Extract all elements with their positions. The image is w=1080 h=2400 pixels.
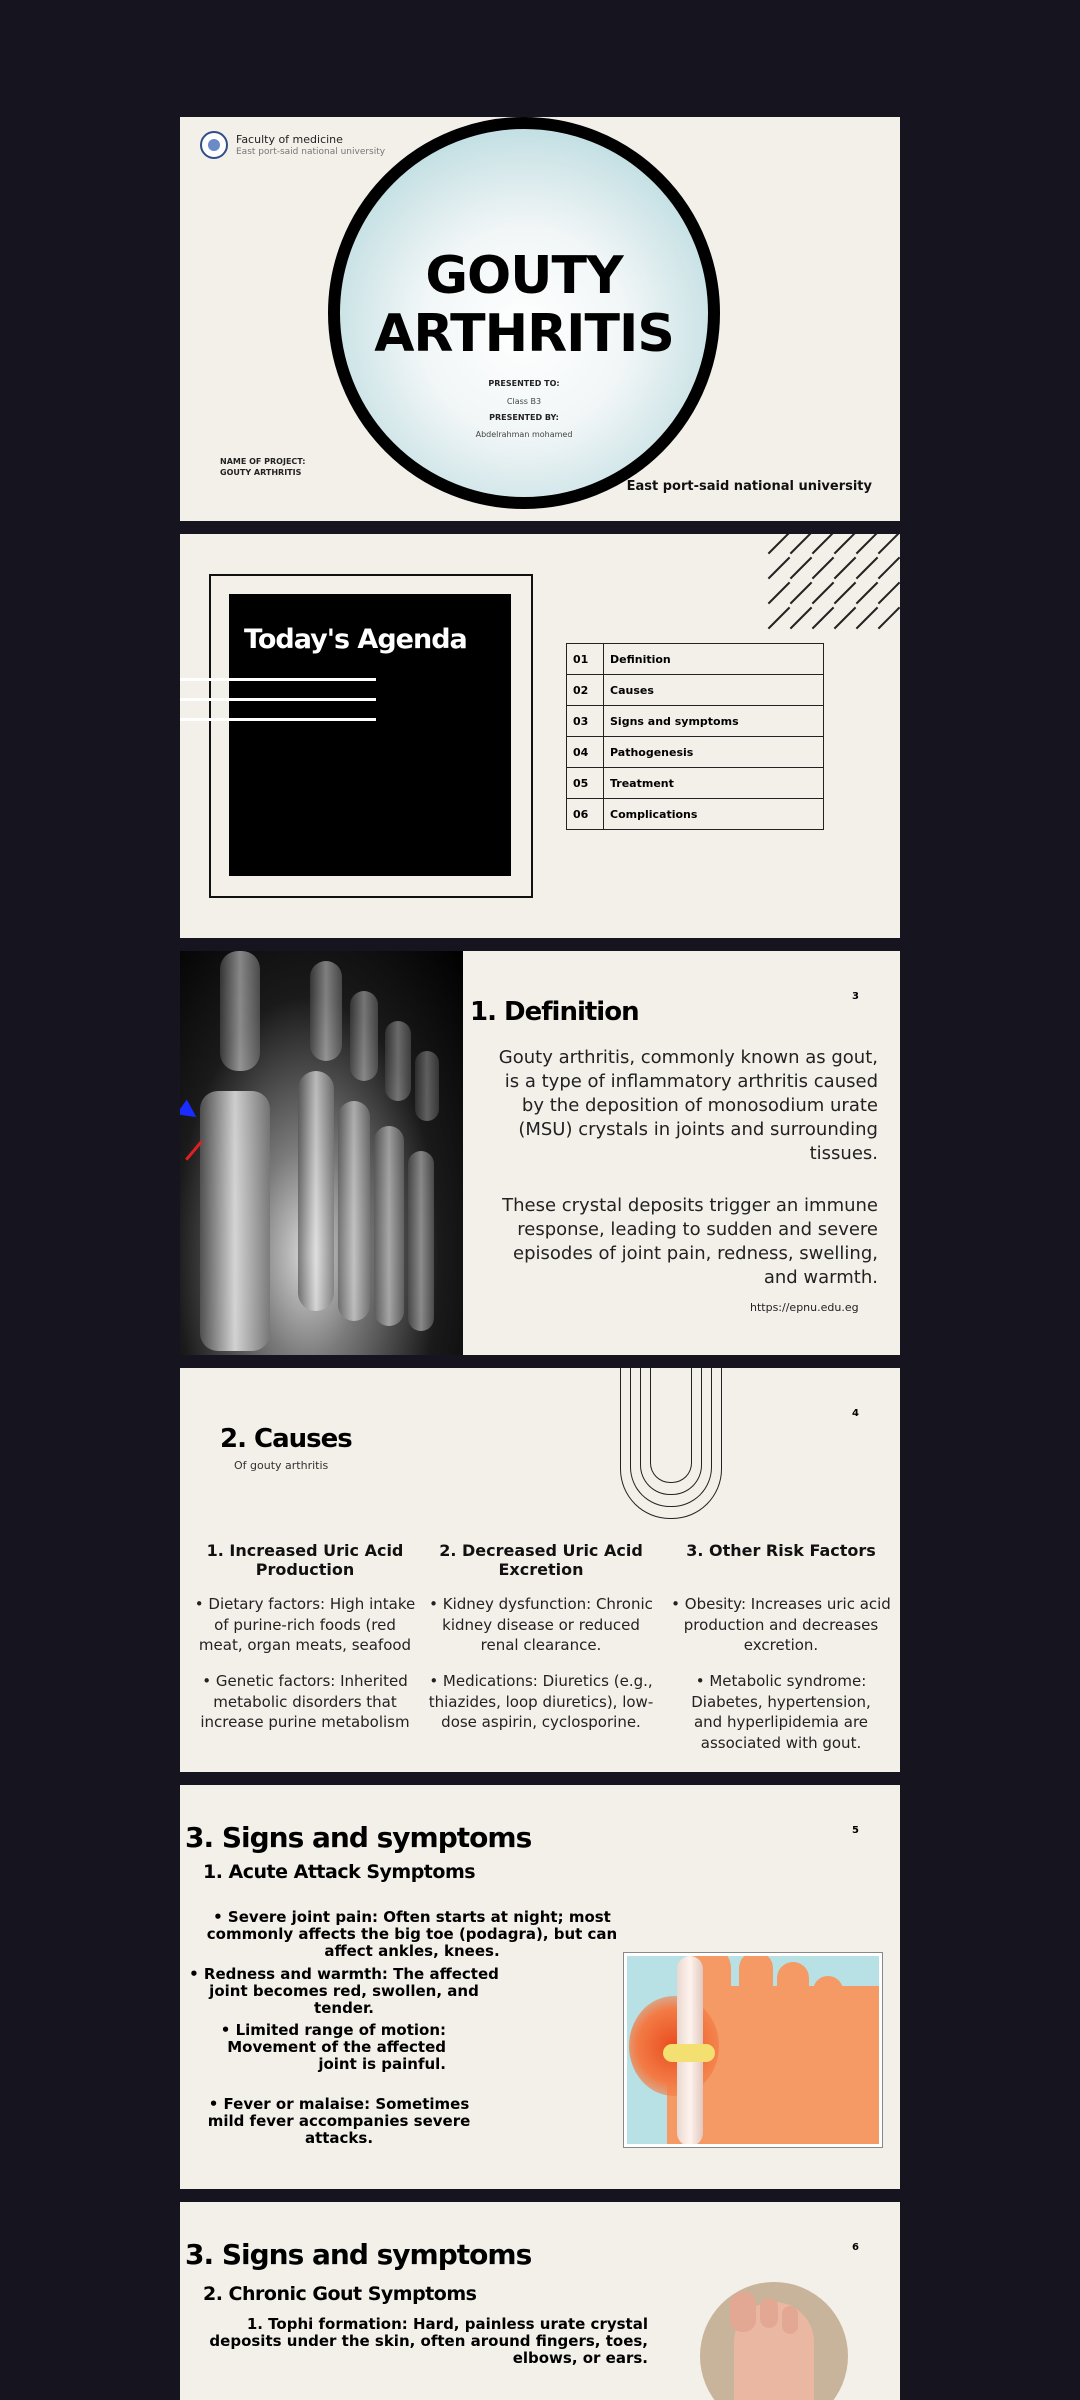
xray-foot-image — [180, 951, 463, 1355]
gout-foot-illustration — [623, 1952, 883, 2148]
agenda-title: Today's Agenda — [244, 624, 467, 655]
agenda-label: Causes — [604, 675, 824, 706]
cause-column-item: • Dietary factors: High intake of purine-rich foods (red meat, organ meats, seafood — [194, 1595, 416, 1654]
symptom-item: • Fever or malaise: Sometimes mild fever accompanies severe attacks. — [207, 2095, 471, 2147]
presented-to-label: PRESENTED TO: — [488, 379, 560, 388]
agenda-num: 04 — [567, 737, 604, 768]
page-number: 3 — [852, 991, 859, 1002]
agenda-label: Complications — [604, 799, 824, 830]
symptom-item: • Severe joint pain: Often starts at night; most commonly affects the big toe (podagra), but can affect ankles, knees. — [206, 1908, 618, 1960]
slide-title: 3. Signs and symptoms — [185, 1821, 532, 1854]
agenda-row[interactable] — [567, 768, 824, 799]
arch-decoration — [650, 1368, 692, 1483]
presented-by-label: PRESENTED BY: — [489, 413, 559, 422]
cause-column-title: 2. Decreased Uric Acid Excretion — [439, 1541, 643, 1579]
slide-title: 2. Causes — [220, 1424, 352, 1454]
agenda-num: 02 — [567, 675, 604, 706]
slide-definition[interactable] — [180, 951, 900, 1355]
slide-acute-symptoms[interactable] — [180, 1785, 900, 2189]
slide-chronic-symptoms[interactable] — [180, 2202, 900, 2400]
slide-title: 1. Definition — [470, 997, 639, 1027]
cause-column-title: 3. Other Risk Factors — [686, 1541, 876, 1560]
page-number: 6 — [852, 2242, 859, 2253]
slide-title: 3. Signs and symptoms — [185, 2238, 532, 2271]
presented-by-value: Abdelrahman mohamed — [475, 430, 573, 439]
agenda-label: Pathogenesis — [604, 737, 824, 768]
title-line-1: GOUTY — [425, 246, 623, 306]
tophi-foot-photo — [700, 2282, 848, 2400]
page-number: 5 — [852, 1825, 859, 1836]
cause-column-title: 1. Increased Uric Acid Production — [206, 1541, 404, 1579]
university-logo-icon — [200, 131, 228, 159]
project-name-label: NAME OF PROJECT: — [220, 457, 306, 466]
blue-arrow-icon — [180, 1099, 202, 1124]
agenda-row[interactable] — [567, 644, 824, 675]
slide-agenda[interactable] — [180, 534, 900, 938]
agenda-label: Signs and symptoms — [604, 706, 824, 737]
faculty-label: Faculty of medicine — [236, 133, 343, 146]
university-small-label: East port-said national university — [236, 147, 386, 157]
symptom-item: 1. Tophi formation: Hard, painless urate crystal deposits under the skin, often around fingers, toes, elbows, or ears. — [209, 2315, 648, 2367]
agenda-row[interactable] — [567, 799, 824, 830]
agenda-num: 01 — [567, 644, 604, 675]
symptom-item: • Redness and warmth: The affected joint becomes red, swollen, and tender. — [189, 1965, 499, 2017]
agenda-label: Treatment — [604, 768, 824, 799]
project-name-value: GOUTY ARTHRITIS — [220, 468, 302, 477]
definition-paragraph-1: Gouty arthritis, commonly known as gout, is a type of inflammatory arthritis caused by the deposition of monosodium urate (MSU) crystals in joints and surrounding tissues. — [498, 1047, 878, 1164]
slide-subtitle: 2. Chronic Gout Symptoms — [203, 2283, 477, 2305]
presented-to-value: Class B3 — [506, 397, 542, 406]
definition-paragraph-2: These crystal deposits trigger an immune response, leading to sudden and severe episodes of joint pain, redness, swelling, and warmth. — [502, 1195, 878, 1288]
slide-causes[interactable] — [180, 1368, 900, 1772]
agenda-table — [566, 643, 824, 830]
source-link[interactable]: https://epnu.edu.eg — [750, 1301, 859, 1314]
agenda-label: Definition — [604, 644, 824, 675]
cause-column-item: • Kidney dysfunction: Chronic kidney disease or reduced renal clearance. — [429, 1595, 653, 1654]
agenda-row[interactable] — [567, 675, 824, 706]
agenda-row[interactable] — [567, 737, 824, 768]
cause-column-item: • Obesity: Increases uric acid production and decreases excretion. — [671, 1595, 891, 1654]
page-number: 4 — [852, 1408, 859, 1419]
agenda-line — [180, 678, 376, 681]
symptom-item: • Limited range of motion: Movement of the affected joint is painful. — [220, 2021, 446, 2073]
university-footer: East port-said national university — [626, 479, 872, 494]
cause-column-item: • Genetic factors: Inherited metabolic disorders that increase purine metabolism — [200, 1672, 410, 1731]
cause-column-item: • Medications: Diuretics (e.g., thiazides, loop diuretics), low-dose aspirin, cyclosporine. — [428, 1672, 654, 1731]
slide-subtitle: Of gouty arthritis — [234, 1459, 329, 1472]
agenda-num: 03 — [567, 706, 604, 737]
title-line-2: ARTHRITIS — [374, 304, 674, 364]
agenda-num: 06 — [567, 799, 604, 830]
agenda-row[interactable] — [567, 706, 824, 737]
agenda-num: 05 — [567, 768, 604, 799]
slide-subtitle: 1. Acute Attack Symptoms — [203, 1861, 476, 1883]
agenda-line — [180, 718, 376, 721]
slide-title[interactable] — [180, 117, 900, 521]
cause-column-item: • Metabolic syndrome: Diabetes, hypertension, and hyperlipidemia are associated with gout. — [691, 1672, 871, 1752]
agenda-line — [180, 698, 376, 701]
